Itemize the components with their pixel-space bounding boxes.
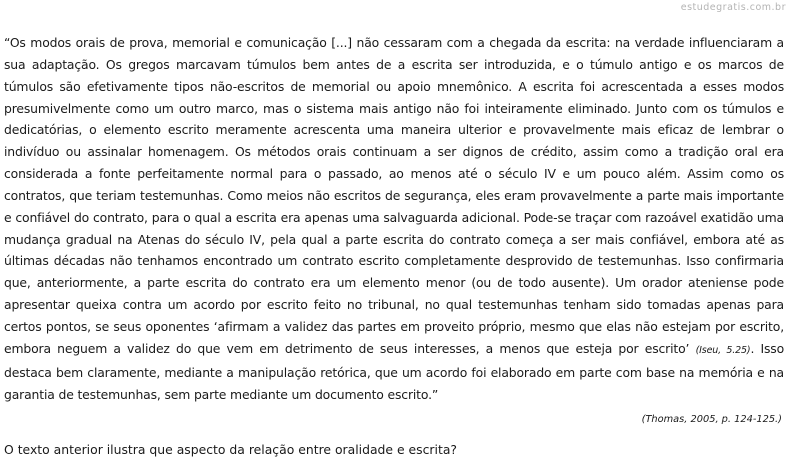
site-watermark: estudegratis.com.br (680, 2, 786, 13)
passage-text-main: “Os modos orais de prova, memorial e comunicação [...] não cessaram com a chegada da escrita: na verdade influenciaram a sua adaptação. Os gregos marcavam túmulos bem antes de a escrita ser introduzida, e o túmulo antigo e os marcos de túmulos são efetivamente tipos não-escritos de memorial ou apoio mnemônico. A escrita foi acrescentada a esses modos presumivelmente como um outro marco, mas o sistema mais antigo não foi inteiramente eliminado. Junto com os túmulos e dedicatórias, o elemento escrito meramente acrescenta uma maneira ulterior e provavelmente mais eficaz de lembrar o indivíduo ou assinalar homenagem. Os métodos orais continuam a ser dignos de crédito, assim como a tradição oral era considerada a fonte perfeitamente normal para o passado, ao menos até o século IV e um pouco além. Assim como os contratos, que teriam testemunhas. Como meios não escritos de segurança, eles eram provavelmente a parte mais importante e confiável do contrato, para o qual a escrita era apenas uma salvaguarda adicional. Pode-se traçar com razoável exatidão uma mudança gradual na Atenas do século IV, pela qual a parte escrita do contrato começa a ser mais confiável, embora até as últimas décadas não tenhamos encontrado um contrato escrito completamente desprovido de testemunhas. Isso confirmaria que, anteriormente, a parte escrita do contrato era um elemento menor (ou de todo ausente). Um orador ateniense pode apresentar queixa contra um acordo por escrito feito no tribunal, no qual testemunhas tenham sido tomadas apenas para certos pontos, se seus oponentes ‘afirmam a validez das partes em proveito próprio, mesmo que elas não estejam por escrito, embora neguem a validez do que vem em detrimento de seus interesses, a menos que esteja por escrito’ (4, 35, 784, 356)
source-citation: (Thomas, 2005, p. 124-125.) (641, 414, 782, 425)
quoted-passage (4, 32, 784, 405)
question-text: O texto anterior ilustra que aspecto da relação entre oralidade e escrita? (4, 442, 458, 457)
passage-text-end: . Isso destaca bem claramente, mediante a manipulação retórica, que um acordo foi elaborado em parte com base na memória e na garantia de testemunhas, sem parte mediante um documento escrito.” (4, 340, 784, 402)
inline-reference: (Iseu, 5.25) (695, 344, 751, 356)
